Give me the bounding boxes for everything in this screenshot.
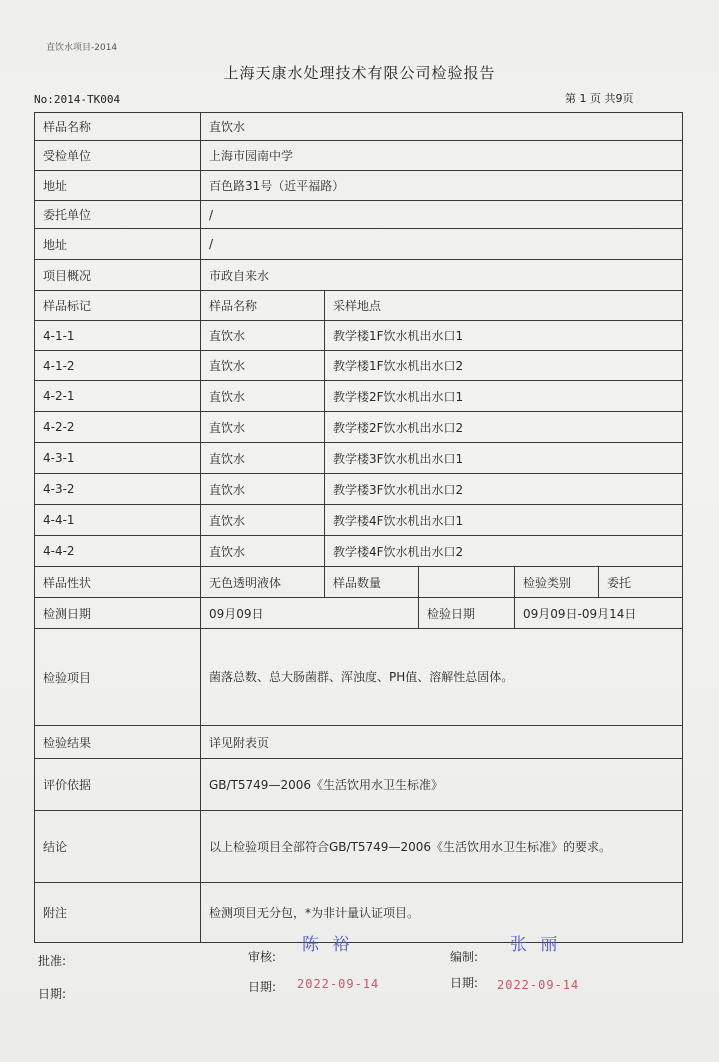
entrust-unit-label: 委托单位 (35, 201, 201, 229)
property-label: 样品性状 (35, 567, 201, 598)
sample-mark: 4-3-2 (35, 474, 201, 505)
inspected-unit-value: 上海市园南中学 (201, 141, 683, 171)
property-value: 无色透明液体 (201, 567, 325, 598)
quantity-label: 样品数量 (325, 567, 419, 598)
sample-location: 教学楼4F饮水机出水口2 (325, 536, 683, 567)
sample-name-header: 样品名称 (201, 291, 325, 321)
compile-label: 编制: (450, 950, 479, 964)
sample-mark: 4-2-1 (35, 381, 201, 412)
sample-mark: 4-4-2 (35, 536, 201, 567)
sample-name: 直饮水 (201, 443, 325, 474)
address-value: 百色路31号（近平福路） (201, 171, 683, 201)
result-label: 检验结果 (35, 726, 201, 759)
sample-name: 直饮水 (201, 412, 325, 443)
table-row (35, 321, 683, 351)
sample-mark: 4-2-2 (35, 412, 201, 443)
table-row (35, 443, 683, 474)
review-date-stamp: 2022-09-14 (297, 977, 380, 991)
sample-location: 教学楼1F饮水机出水口1 (325, 321, 683, 351)
category-label: 检验类别 (515, 567, 599, 598)
inspected-unit-label: 受检单位 (35, 141, 201, 171)
conclusion-value: 以上检验项目全部符合GB/T5749—2006《生活饮用水卫生标准》的要求。 (201, 811, 683, 883)
sample-mark-header: 样品标记 (35, 291, 201, 321)
review-label: 审核: (248, 950, 277, 964)
report-title: 上海天康水处理技术有限公司检验报告 (223, 64, 496, 82)
test-date-value: 09月09日 (201, 598, 419, 629)
quantity-value (419, 567, 515, 598)
approve-date-label: 日期: (38, 987, 67, 1001)
approve-label: 批准: (38, 954, 67, 968)
report-number: No:2014-TK004 (34, 93, 121, 106)
sample-mark: 4-1-1 (35, 321, 201, 351)
compile-date-label: 日期: (450, 976, 479, 990)
sample-name: 直饮水 (201, 505, 325, 536)
sample-mark: 4-1-2 (35, 351, 201, 381)
reviewer-signature: 陈 裕 (302, 935, 354, 955)
table-row (35, 381, 683, 412)
table-row (35, 412, 683, 443)
sample-name: 直饮水 (201, 351, 325, 381)
sample-location-header: 采样地点 (325, 291, 683, 321)
sample-location: 教学楼2F饮水机出水口2 (325, 412, 683, 443)
table-row (35, 351, 683, 381)
report-table (34, 112, 683, 943)
overview-value: 市政自来水 (201, 260, 683, 291)
result-value: 详见附表页 (201, 726, 683, 759)
address2-label: 地址 (35, 229, 201, 260)
sample-name-value: 直饮水 (201, 113, 683, 141)
page-indicator: 第 1 页 共9页 (565, 92, 634, 105)
sample-mark: 4-4-1 (35, 505, 201, 536)
test-items-value: 菌落总数、总大肠菌群、浑浊度、PH值、溶解性总固体。 (201, 629, 683, 726)
address-label: 地址 (35, 171, 201, 201)
basis-value: GB/T5749—2006《生活饮用水卫生标准》 (201, 759, 683, 811)
inspect-date-value: 09月09日-09月14日 (515, 598, 683, 629)
sample-name: 直饮水 (201, 321, 325, 351)
test-items-label: 检验项目 (35, 629, 201, 726)
compile-date-stamp: 2022-09-14 (497, 978, 580, 992)
sample-mark: 4-3-1 (35, 443, 201, 474)
entrust-unit-value: / (201, 201, 683, 229)
review-date-label: 日期: (248, 980, 277, 994)
compiler-signature: 张 丽 (510, 935, 562, 955)
sample-location: 教学楼4F饮水机出水口1 (325, 505, 683, 536)
category-value: 委托 (599, 567, 683, 598)
header-note: 直饮水项目-2014 (46, 43, 118, 53)
sample-location: 教学楼3F饮水机出水口1 (325, 443, 683, 474)
sample-name: 直饮水 (201, 474, 325, 505)
sample-name: 直饮水 (201, 381, 325, 412)
conclusion-label: 结论 (35, 811, 201, 883)
table-row (35, 505, 683, 536)
address2-value: / (201, 229, 683, 260)
signature-area (0, 930, 719, 1010)
inspect-date-label: 检验日期 (419, 598, 515, 629)
table-row (35, 474, 683, 505)
test-date-label: 检测日期 (35, 598, 201, 629)
sample-location: 教学楼3F饮水机出水口2 (325, 474, 683, 505)
sample-location: 教学楼1F饮水机出水口2 (325, 351, 683, 381)
sample-location: 教学楼2F饮水机出水口1 (325, 381, 683, 412)
overview-label: 项目概况 (35, 260, 201, 291)
table-row (35, 536, 683, 567)
basis-label: 评价依据 (35, 759, 201, 811)
notes-value: 检测项目无分包，*为非计量认证项目。 (201, 883, 683, 943)
sample-name-label: 样品名称 (35, 113, 201, 141)
sample-name: 直饮水 (201, 536, 325, 567)
notes-label: 附注 (35, 883, 201, 943)
